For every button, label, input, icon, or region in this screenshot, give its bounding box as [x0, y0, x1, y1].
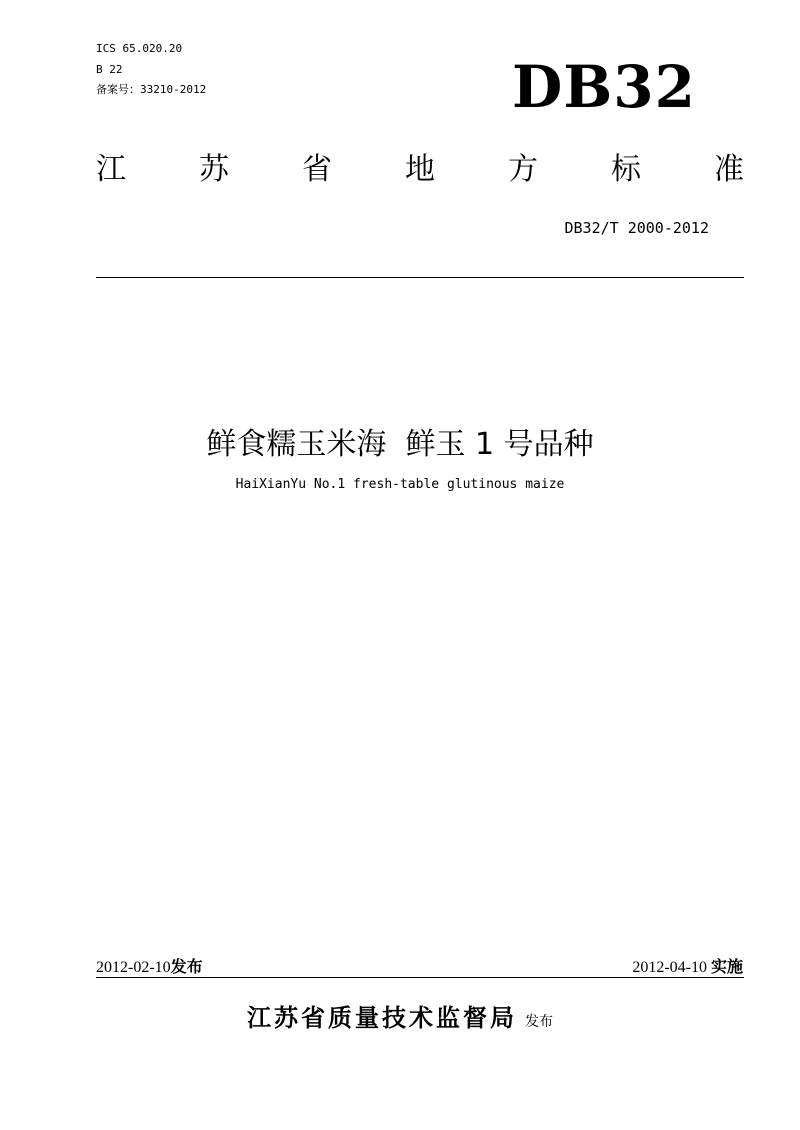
document-title-en: HaiXianYu No.1 fresh-table glutinous maize — [235, 477, 565, 492]
footer-divider — [96, 977, 744, 978]
standard-code-mark: DB32 — [511, 53, 696, 121]
issuer-suffix: 发布 — [525, 1014, 553, 1030]
issue-date-line — [96, 957, 203, 978]
issue-date: 2012-02-10 — [96, 959, 171, 976]
ics-code: ICS 65.020.20 — [96, 42, 183, 55]
standard-number: DB32/T 2000-2012 — [564, 219, 709, 237]
standard-type-char: 标 — [611, 152, 641, 187]
ccs-code: B 22 — [96, 63, 123, 76]
implementation-date: 2012-04-10 — [632, 959, 707, 976]
standard-type-char: 地 — [405, 152, 435, 187]
filing-number: 备案号：33210-2012 — [96, 83, 207, 96]
issuer-line — [0, 1000, 800, 1040]
issue-word: 发布 — [170, 957, 203, 976]
standard-type-char: 省 — [302, 152, 332, 187]
standard-type-title — [96, 150, 744, 190]
standard-type-char: 方 — [508, 152, 538, 187]
standard-type-char: 江 — [96, 152, 126, 187]
issuer-name: 江苏省质量技术监督局 — [247, 1004, 517, 1032]
implementation-word: 实施 — [710, 957, 743, 976]
implementation-date-line — [632, 957, 743, 978]
standard-type-char: 准 — [714, 152, 744, 187]
standard-type-char: 苏 — [199, 152, 229, 187]
header-divider — [96, 277, 744, 278]
document-title-zh: 鲜食糯玉米海 鲜玉 1 号品种 — [206, 427, 594, 462]
